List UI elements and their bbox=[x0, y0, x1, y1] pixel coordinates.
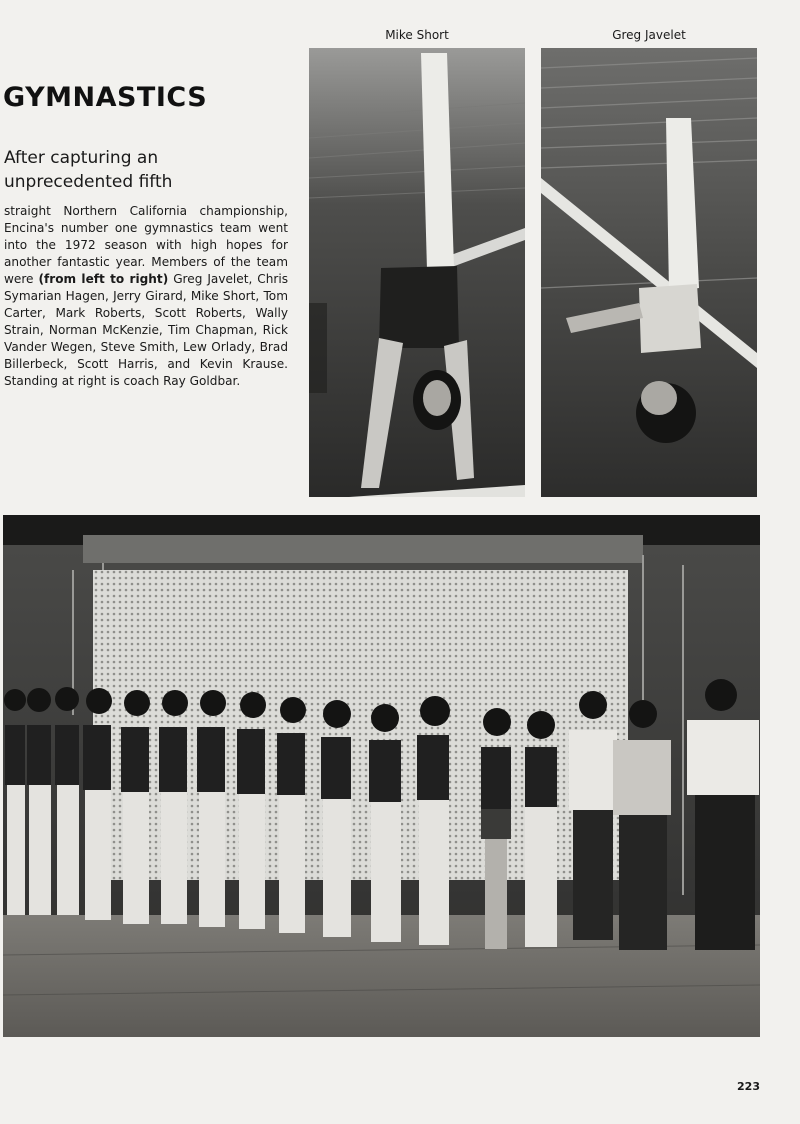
team-group-illustration bbox=[3, 515, 760, 1037]
photo-inverted-hang bbox=[541, 48, 757, 497]
photo-caption-left: Mike Short bbox=[385, 28, 449, 42]
page-title: GYMNASTICS bbox=[3, 82, 208, 113]
article-body-emphasis: (from left to right) bbox=[38, 272, 169, 286]
article-body-start: straight Northern California championship, Encina's number one gymnastics team went into the 1972 season with high hopes for another fantastic year. Members of the team were bbox=[4, 204, 288, 286]
page-number: 223 bbox=[737, 1080, 760, 1093]
handstand-illustration bbox=[309, 48, 525, 497]
photo-handstand bbox=[309, 48, 525, 497]
article-body bbox=[4, 203, 288, 390]
photo-team-group bbox=[3, 515, 760, 1037]
photo-caption-right: Greg Javelet bbox=[612, 28, 686, 42]
article-lead: After capturing an unprecedented fifth bbox=[4, 148, 173, 192]
article-body-end: Greg Javelet, Chris Symarian Hagen, Jerry Girard, Mike Short, Tom Carter, Mark Roberts, Scott Roberts, Wally Strain, Norman McKenzie, Tim Chapman, Rick Vander Wegen, Steve Smith, Lew Orlady, Brad Billerbeck, Scott Harris, and Kevin Krause. Standing at right is coach Ray Goldbar. bbox=[4, 272, 288, 388]
inverted-hang-illustration bbox=[541, 48, 757, 497]
